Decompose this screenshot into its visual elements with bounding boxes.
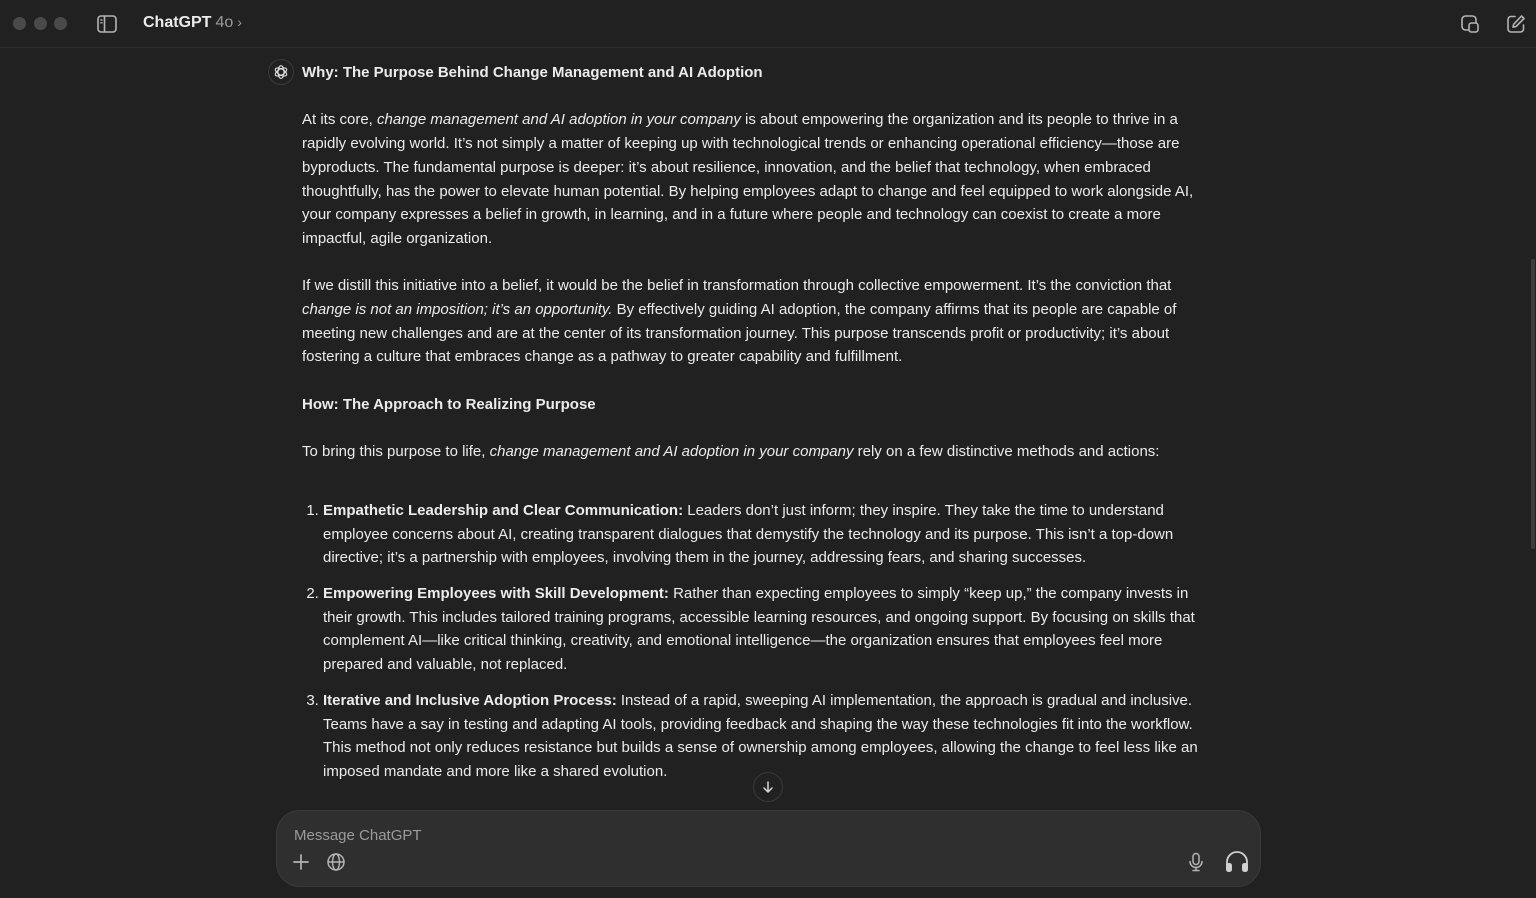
chevron-right-icon: › <box>237 14 242 30</box>
list-item <box>323 689 1202 784</box>
scroll-to-bottom-button[interactable] <box>753 772 783 802</box>
text-span: If we distill this initiative into a belief, it would be the belief in transformation through collective empowerment. It’s the conviction that <box>302 277 1172 295</box>
window-zoom-button[interactable] <box>54 17 67 30</box>
list-item-title: Empathetic Leadership and Clear Communication: <box>323 501 684 519</box>
list-item <box>323 582 1202 677</box>
headphones-icon[interactable] <box>1224 849 1250 875</box>
model-name: 4o <box>215 14 234 31</box>
text-span: rely on a few distinctive methods and actions: <box>853 443 1160 461</box>
paragraph-belief <box>302 274 1202 369</box>
emphasis-text: change management and AI adoption in your company <box>489 443 854 461</box>
list-item-title: Iterative and Inclusive Adoption Process: <box>323 691 617 709</box>
openai-logo-icon <box>268 59 294 85</box>
message-input[interactable] <box>292 823 1176 847</box>
compose-icon[interactable] <box>1505 13 1527 35</box>
list-item-text: Leaders don’t just inform; they inspire. They take the time to understand employee concerns about AI, creating transparent dialogues that demystify the technology and its purpose. This isn’t a top-down directive; it’s a partnership with employees, involving them in the journey, addressing fears, and sharing successes. <box>323 501 1174 567</box>
model-selector[interactable] <box>143 14 242 32</box>
arrow-down-icon <box>761 780 775 794</box>
paragraph-purpose <box>302 108 1202 250</box>
methods-list <box>302 499 1202 784</box>
list-item-text: Instead of a rapid, sweeping AI implementation, the approach is gradual and inclusive. Teams have a say in testing and adapting AI tools, providing feedback and shaping the way these technologies fit into the workflow. This method not only reduces resistance but builds a sense of ownership among employees, allowing the change to feel less like an imposed mandate and more like a shared evolution. <box>323 691 1198 780</box>
message-composer <box>276 810 1261 887</box>
list-item-text: Rather than expecting employees to simply “keep up,” the company invests in their growth. This includes tailored training programs, accessible learning resources, and ongoing support. By focusing on skills that complement AI—like critical thinking, creativity, and emotional intelligence—the organization ensures that employees feel more prepared and valuable, not replaced. <box>323 585 1195 674</box>
assistant-message <box>302 61 1202 796</box>
list-item <box>323 499 1202 570</box>
list-item-title: Empowering Employees with Skill Development: <box>323 585 669 602</box>
conversation-scroll-area[interactable] <box>0 49 1536 799</box>
plus-icon[interactable] <box>290 851 312 873</box>
heading-how: How: The Approach to Realizing Purpose <box>302 395 596 413</box>
globe-icon[interactable] <box>325 851 347 873</box>
window-minimize-button[interactable] <box>34 17 47 30</box>
text-span: By effectively guiding AI adoption, the company affirms that its people are capable of meeting new challenges and are at the center of its transformation journey. This purpose transcends profit or productivity; it’s about fostering a culture that embraces change as a pathway to greater capability and fulfillment. <box>302 301 1177 366</box>
paragraph-approach <box>302 440 1202 464</box>
text-span: At its core, <box>302 111 378 129</box>
title-bar <box>0 0 1536 48</box>
text-span: To bring this purpose to life, <box>302 443 490 461</box>
emphasis-text: change management and AI adoption in your company <box>377 111 741 129</box>
window-close-button[interactable] <box>13 17 26 30</box>
heading-why: Why: The Purpose Behind Change Management and AI Adoption <box>302 64 763 81</box>
microphone-icon[interactable] <box>1185 851 1207 873</box>
emphasis-text: change is not an imposition; it’s an opportunity. <box>302 301 613 318</box>
new-window-icon[interactable] <box>1459 13 1481 35</box>
text-span: is about empowering the organization and its people to thrive in a rapidly evolving world. It’s not simply a matter of keeping up with technological trends or enhancing operational efficiency—those are byproducts. The fundamental purpose is deeper: it’s about resilience, innovation, and the belief that technology, when embraced thoughtfully, has the power to elevate human potential. By helping employees adapt to change and feel equipped to work alongside AI, your company expresses a belief in growth, in learning, and in a future where people and technology can coexist to create a more impactful, agile organization. <box>302 111 1194 247</box>
app-title: ChatGPT <box>143 14 212 31</box>
sidebar-icon[interactable] <box>96 14 118 34</box>
scrollbar-thumb[interactable] <box>1531 259 1535 549</box>
